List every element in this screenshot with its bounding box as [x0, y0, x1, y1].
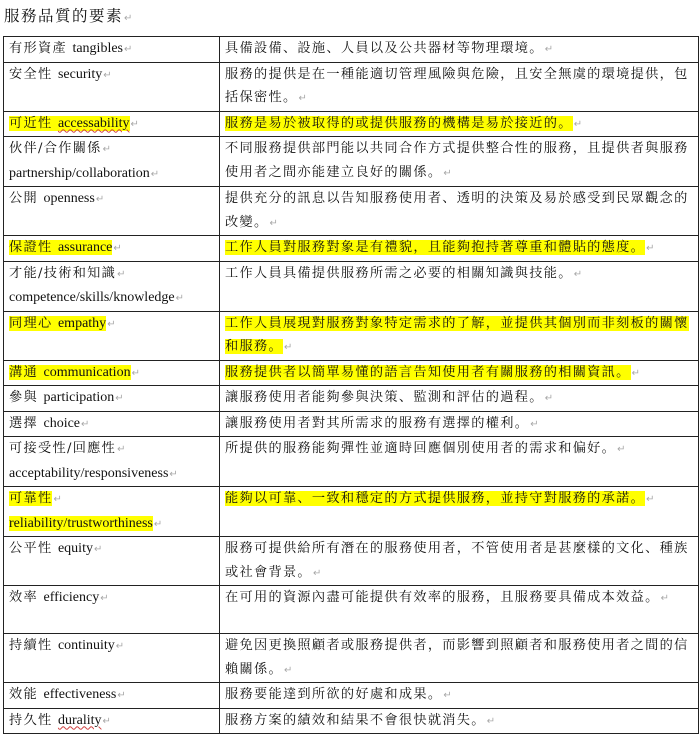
- paragraph-mark-icon: ↵: [312, 567, 322, 579]
- element-name-en: competence/skills/knowledge: [9, 290, 175, 305]
- element-name-en: tangibles: [72, 41, 123, 56]
- element-name-cell[interactable]: [4, 586, 220, 634]
- element-description-cell[interactable]: [220, 62, 699, 111]
- element-description-cell[interactable]: [220, 37, 699, 63]
- paragraph-mark-icon: ↵: [573, 118, 583, 130]
- table-row: [4, 261, 699, 311]
- description-wrapper: [225, 37, 693, 62]
- element-description-text: 服務提供者以簡單易懂的語言告知使用者有關服務的相關資訊。: [225, 364, 631, 380]
- paragraph-mark-icon: ↵: [646, 243, 655, 254]
- paragraph-mark-icon: ↵: [93, 544, 103, 555]
- element-description-cell[interactable]: [220, 360, 699, 386]
- element-name-cell[interactable]: [4, 683, 220, 709]
- element-description-cell[interactable]: [220, 236, 699, 262]
- element-description-cell[interactable]: [220, 411, 699, 437]
- element-description-text: 所提供的服務能夠彈性並適時回應個別使用者的需求和偏好。: [225, 441, 617, 456]
- service-quality-elements-table: [3, 36, 699, 734]
- element-description-cell[interactable]: [220, 487, 699, 537]
- element-description-cell[interactable]: [220, 537, 699, 586]
- element-name-zh: 保證性: [9, 240, 53, 255]
- element-name-en: assurance: [57, 240, 113, 255]
- table-row: [4, 537, 699, 586]
- paragraph-mark-icon: ↵: [544, 393, 554, 404]
- table-row: [4, 360, 699, 386]
- description-wrapper: [225, 537, 693, 585]
- table-row: [4, 634, 699, 683]
- element-name-zh: 效能: [9, 687, 38, 702]
- description-wrapper: [225, 187, 693, 235]
- highlighted-text: [9, 365, 131, 380]
- document-title: [4, 6, 132, 29]
- description-wrapper: [225, 112, 693, 137]
- element-description-text: 工作人員展現對服務對象特定需求的了解，並提供其個別而非刻板的關懷和服務。: [225, 315, 689, 354]
- element-name-cell[interactable]: [4, 437, 220, 487]
- paragraph-mark-icon: ↵: [153, 518, 163, 530]
- paragraph-mark-icon: ↵: [631, 367, 641, 379]
- highlighted-text: [9, 240, 112, 255]
- element-name-en: communication: [43, 364, 131, 380]
- element-name-cell[interactable]: [4, 487, 220, 537]
- element-name-cell[interactable]: [4, 311, 220, 360]
- element-description-text: 服務是易於被取得的或提供服務的機構是易於接近的。: [225, 115, 573, 131]
- paragraph-mark-icon: ↵: [113, 243, 122, 254]
- paragraph-mark-icon: ↵: [617, 444, 626, 455]
- element-name-zh: 公平性: [9, 541, 53, 556]
- element-name-zh: 可近性: [9, 115, 53, 131]
- paragraph-mark-icon: ↵: [443, 167, 452, 179]
- paragraph-mark-icon: ↵: [486, 715, 496, 727]
- description-wrapper: [225, 137, 693, 185]
- description-wrapper: [225, 634, 693, 682]
- element-description-text: 讓服務使用者能夠參與決策、監測和評估的過程。: [225, 390, 544, 405]
- element-name-zh: 伙伴/合作關係: [9, 141, 102, 156]
- element-name-en: efficiency: [43, 590, 100, 605]
- element-name-en: equity: [57, 541, 93, 556]
- description-wrapper: [225, 236, 693, 261]
- table-row: [4, 683, 699, 709]
- element-name-cell[interactable]: [4, 360, 220, 386]
- paragraph-mark-icon: ↵: [103, 69, 112, 81]
- element-name-cell[interactable]: [4, 411, 220, 437]
- element-name-en: participation: [43, 390, 115, 405]
- element-description-cell[interactable]: [220, 311, 699, 360]
- element-name-cell[interactable]: [4, 111, 220, 137]
- description-wrapper: [225, 361, 693, 386]
- table-row: [4, 187, 699, 236]
- paragraph-mark-icon: ↵: [124, 44, 133, 55]
- element-name-en: reliability/trustworthiness: [9, 515, 153, 531]
- element-name-en: openness: [43, 191, 95, 206]
- element-description-text: 不同服務提供部門能以共同合作方式提供整合性的服務，且提供者與服務使用者之間亦能建立良好的關係。: [225, 141, 689, 180]
- element-name-zh: 可接受性/回應性: [9, 441, 117, 456]
- element-description-cell[interactable]: [220, 111, 699, 137]
- paragraph-mark-icon: ↵: [169, 468, 178, 480]
- element-name-zh: 選擇: [9, 415, 38, 431]
- description-wrapper: [225, 63, 693, 111]
- table-row: [4, 311, 699, 360]
- element-name-cell[interactable]: [4, 137, 220, 187]
- paragraph-mark-icon: ↵: [150, 168, 160, 180]
- element-name-cell[interactable]: [4, 62, 220, 111]
- description-wrapper: [225, 262, 693, 287]
- paragraph-mark-icon: ↵: [131, 367, 140, 379]
- description-wrapper: [225, 683, 693, 708]
- element-name-zh: 效率: [9, 590, 38, 605]
- paragraph-mark-icon: ↵: [115, 393, 124, 404]
- table-row: [4, 137, 699, 187]
- element-description-cell[interactable]: [220, 586, 699, 634]
- element-description-text: 在可用的資源內盡可能提供有效率的服務，且服務要具備成本效益。: [225, 590, 660, 605]
- element-description-text: 能夠以可靠、一致和穩定的方式提供服務，並持守對服務的承諾。: [225, 491, 646, 506]
- element-name-cell[interactable]: [4, 187, 220, 236]
- highlighted-text: [9, 316, 106, 331]
- paragraph-mark-icon: ↵: [102, 715, 111, 727]
- paragraph-mark-icon: ↵: [646, 494, 655, 505]
- paragraph-mark-icon: ↵: [117, 690, 126, 701]
- element-description-text: 具備設備、設施、人員以及公共器材等物理環境。: [225, 41, 544, 56]
- element-name-en: continuity: [57, 638, 115, 653]
- element-description-text: 服務要能達到所欲的好處和成果。: [225, 687, 443, 702]
- description-wrapper: [225, 586, 693, 611]
- paragraph-mark-icon: ↵: [530, 418, 539, 430]
- paragraph-mark-icon: ↵: [124, 13, 133, 24]
- element-description-text: 服務的提供是在一種能適切管理風險與危險，且安全無虞的環境提供，包括保密性。: [225, 66, 689, 105]
- paragraph-mark-icon: ↵: [283, 664, 293, 676]
- description-wrapper: [225, 437, 693, 462]
- spellcheck-underline: accessability: [57, 115, 130, 131]
- element-name-zh: 有形資產: [9, 41, 67, 56]
- element-description-text: 避免因更換照顧者或服務提供者，而影響到照顧者和服務使用者之間的信賴關係。: [225, 638, 689, 677]
- element-name-zh: 公開: [9, 191, 38, 206]
- element-description-text: 工作人員具備提供服務所需之必要的相關知識與技能。: [225, 265, 573, 281]
- element-name-zh: 持久性: [9, 712, 53, 728]
- element-name-cell[interactable]: [4, 386, 220, 412]
- paragraph-mark-icon: ↵: [100, 593, 109, 604]
- paragraph-mark-icon: ↵: [544, 44, 554, 55]
- element-description-text: 提供充分的訊息以告知服務使用者、透明的決策及易於感受到民眾觀念的改變。: [225, 191, 689, 230]
- paragraph-mark-icon: ↵: [117, 268, 126, 280]
- description-wrapper: [225, 386, 693, 411]
- element-name-en: partnership/collaboration: [9, 165, 150, 181]
- paragraph-mark-icon: ↵: [117, 444, 126, 455]
- table-row: [4, 487, 699, 537]
- paragraph-mark-icon: ↵: [283, 342, 293, 353]
- element-name-en: security: [57, 66, 103, 82]
- element-name-zh: 安全性: [9, 66, 53, 82]
- description-wrapper: [225, 412, 693, 437]
- element-name-cell[interactable]: [4, 236, 220, 262]
- paragraph-mark-icon: ↵: [95, 194, 105, 205]
- element-name-zh: 溝通: [9, 364, 38, 380]
- paragraph-mark-icon: ↵: [130, 118, 139, 130]
- element-name-zh: 可靠性: [9, 491, 53, 506]
- element-description-text: 工作人員對服務對象是有禮貌，且能夠抱持著尊重和體貼的態度。: [225, 240, 646, 255]
- paragraph-mark-icon: ↵: [660, 593, 670, 604]
- paragraph-mark-icon: ↵: [102, 144, 112, 155]
- paragraph-mark-icon: ↵: [175, 293, 185, 304]
- element-name-en: empathy: [57, 315, 107, 331]
- element-description-cell[interactable]: [220, 386, 699, 412]
- highlighted-text: [9, 116, 130, 131]
- paragraph-mark-icon: ↵: [81, 418, 90, 430]
- paragraph-mark-icon: ↵: [53, 494, 62, 505]
- element-name-en: effectiveness: [43, 687, 117, 702]
- paragraph-mark-icon: ↵: [107, 318, 116, 330]
- table-row: [4, 586, 699, 634]
- description-wrapper: [225, 487, 693, 512]
- element-description-cell[interactable]: [220, 261, 699, 311]
- paragraph-mark-icon: ↵: [573, 268, 583, 280]
- paragraph-mark-icon: ↵: [443, 690, 452, 701]
- element-name-zh: 持續性: [9, 638, 53, 653]
- element-name-zh: 同理心: [9, 315, 53, 331]
- element-description-cell[interactable]: [220, 187, 699, 236]
- document-title-text: 服務品質的要素: [4, 7, 124, 25]
- element-name-cell[interactable]: [4, 634, 220, 683]
- element-description-cell[interactable]: [220, 634, 699, 683]
- paragraph-mark-icon: ↵: [298, 93, 307, 104]
- element-description-cell[interactable]: [220, 437, 699, 487]
- table-row: [4, 62, 699, 111]
- element-name-cell[interactable]: [4, 37, 220, 63]
- element-description-cell[interactable]: [220, 683, 699, 709]
- element-name-zh: 參與: [9, 390, 38, 405]
- spellcheck-underline: durality: [57, 712, 102, 728]
- element-description-text: 讓服務使用者對其所需求的服務有選擇的權利。: [225, 415, 530, 431]
- paragraph-mark-icon: ↵: [269, 217, 278, 229]
- paragraph-mark-icon: ↵: [115, 641, 125, 652]
- table-row: [4, 386, 699, 412]
- element-name-cell[interactable]: [4, 537, 220, 586]
- element-name-en: acceptability/responsiveness: [9, 465, 169, 481]
- table-row: [4, 37, 699, 63]
- element-description-cell[interactable]: [220, 137, 699, 187]
- table-row: [4, 111, 699, 137]
- element-name-en: choice: [43, 415, 81, 431]
- table-row: [4, 411, 699, 437]
- table-row: [4, 236, 699, 262]
- element-name-cell[interactable]: [4, 261, 220, 311]
- element-description-text: 服務可提供給所有潛在的服務使用者，不管使用者是甚麼樣的文化、種族或社會背景。: [225, 541, 689, 580]
- element-description-text: 服務方案的績效和結果不會很快就消失。: [225, 712, 486, 728]
- table-row: [4, 437, 699, 487]
- element-name-zh: 才能/技術和知識: [9, 265, 117, 281]
- description-wrapper: [225, 312, 693, 360]
